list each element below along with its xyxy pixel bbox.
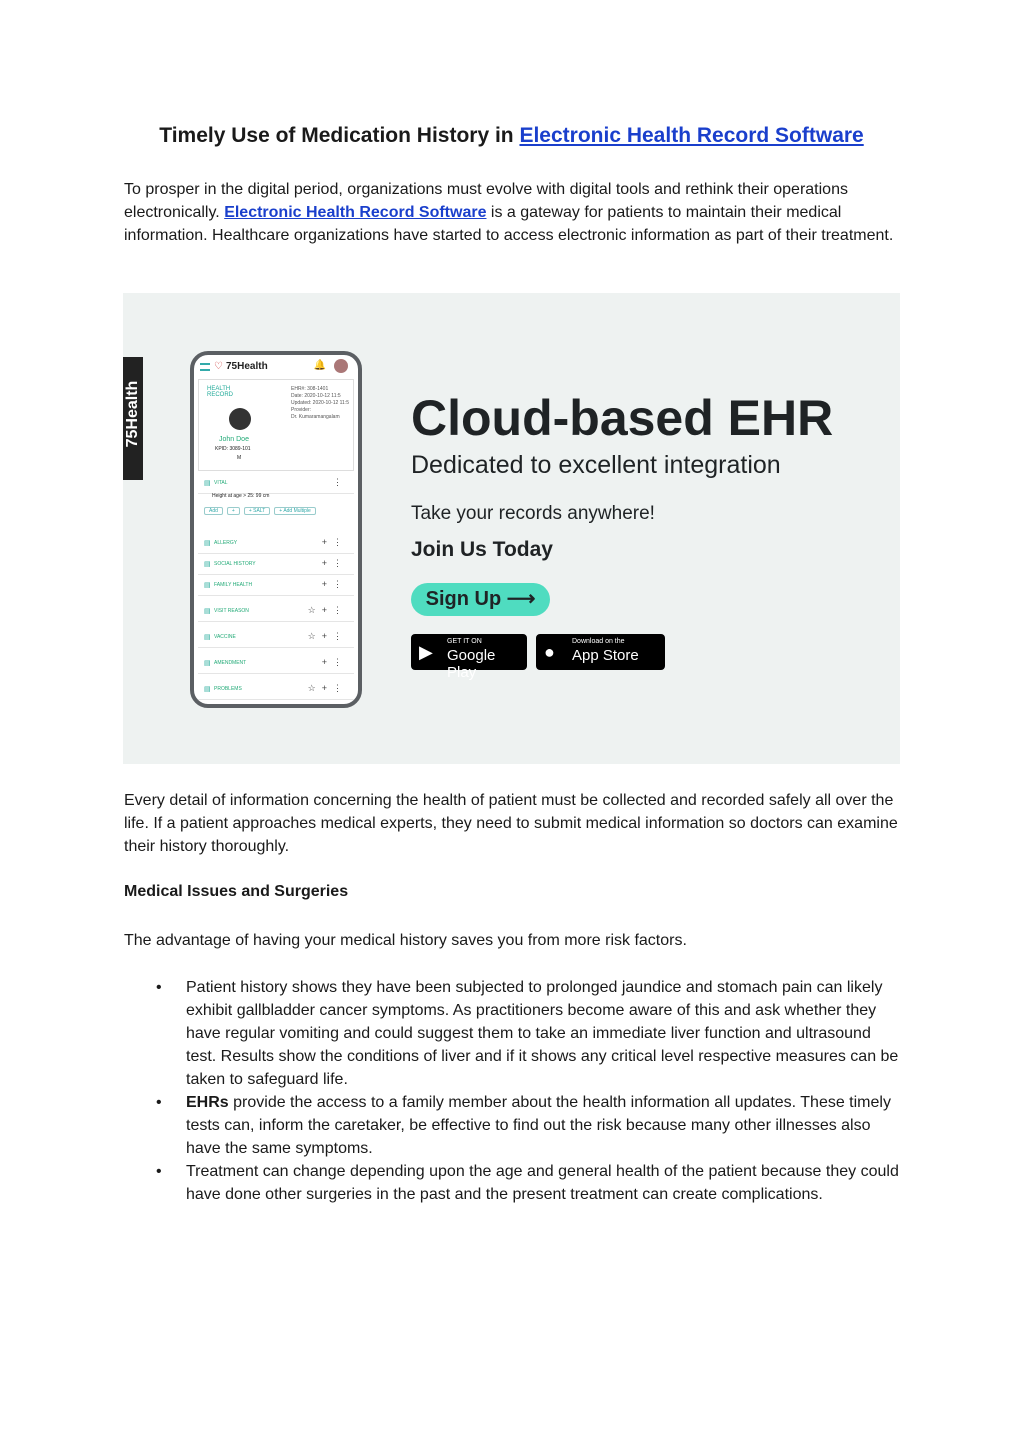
paragraph-advantage: The advantage of having your medical history saves you from more risk factors.: [124, 932, 687, 949]
phone-header: [200, 359, 352, 375]
patient-name: John Doe: [219, 436, 249, 443]
avatar: [334, 359, 348, 373]
info-line: Updated: 2020-10-12 11:5: [291, 400, 350, 406]
bell-icon: 🔔: [313, 360, 326, 371]
list-item: [124, 976, 902, 1091]
bullet-list: [124, 976, 902, 1206]
bullet-icon: •: [156, 1094, 162, 1111]
google-big-text: Google Play: [447, 647, 496, 681]
section-social-history[interactable]: [198, 554, 354, 575]
bullet-icon: •: [156, 1163, 162, 1180]
patient-kpid: KPID: 3089-101: [215, 446, 251, 452]
section-label: VACCINE: [214, 634, 236, 640]
section-amendment[interactable]: [198, 653, 354, 674]
section-visit-reason[interactable]: [198, 601, 354, 622]
section-icon: ▤: [204, 582, 211, 589]
list-item: [124, 1160, 902, 1206]
section-icon: ▤: [204, 634, 211, 641]
bullet-icon: •: [156, 979, 162, 996]
section-label: VITAL: [214, 480, 228, 486]
info-line: Dr. Kumaramangalam: [291, 414, 340, 420]
vital-height: Height at age > 25: 99 cm: [212, 493, 270, 499]
section-icon: ▤: [204, 540, 211, 547]
banner-subheadline: Dedicated to excellent integration: [411, 451, 781, 479]
section-actions[interactable]: ☆+⋮: [307, 631, 348, 641]
health-record-card: [198, 379, 354, 471]
bullet-text: Patient history shows they have been subjected to prolonged jaundice and stomach pain can likely exhibit gallbladder cancer symptoms. As practitioners become aware of this and ask whether they have regular vomiting and could suggest them to take an immediate liver function and ultrasound test. Results show the conditions of liver and if it shows any critical level respective measures can be taken to safeguard life.: [186, 979, 899, 1088]
section-actions[interactable]: ☆+⋮: [307, 605, 348, 615]
side-brand-strip: [123, 357, 143, 480]
banner-headline: Cloud-based EHR: [411, 390, 834, 446]
chip-add[interactable]: Add: [204, 507, 223, 515]
intro-text-1: To prosper in the digital period, organizations must evolve with digital tools and rethink their operations electronically.: [124, 181, 848, 221]
section-heading: Medical Issues and Surgeries: [124, 883, 349, 900]
section-family-health[interactable]: [198, 575, 354, 596]
intro-link[interactable]: Electronic Health Record Software: [224, 204, 487, 221]
section-label: AMENDMENT: [214, 660, 247, 666]
section-icon: ▤: [204, 608, 211, 615]
section-label: FAMILY HEALTH: [214, 582, 253, 588]
chip-plus[interactable]: +: [227, 507, 240, 515]
section-actions[interactable]: +⋮: [321, 558, 348, 568]
title-prefix: Timely Use of Medication History in: [159, 124, 520, 147]
section-actions[interactable]: +⋮: [321, 579, 348, 589]
phone-mockup: [190, 351, 362, 708]
google-small-text: GET IT ON: [447, 638, 482, 645]
title-link[interactable]: Electronic Health Record Software: [519, 124, 864, 147]
section-icon: ▤: [204, 561, 211, 568]
list-item: [124, 1091, 902, 1160]
side-brand-text: 75Health: [124, 380, 141, 448]
info-line: Provider:: [291, 407, 312, 413]
section-actions[interactable]: +⋮: [321, 537, 348, 547]
section-label: VISIT REASON: [214, 608, 249, 614]
apple-icon: ●: [544, 642, 555, 662]
vital-icon: ▤: [204, 480, 211, 487]
section-actions[interactable]: ⋮: [333, 477, 348, 487]
patient-photo: [229, 408, 251, 430]
menu-icon: [200, 363, 210, 371]
record-label: HEALTH RECORD: [207, 386, 234, 398]
promo-banner: [123, 293, 900, 764]
bullet-text: provide the access to a family member about the health information all updates. These timely tests can, inform the caretaker, be effective to find out the risk because many other illnesses also have the same symptoms.: [186, 1094, 891, 1157]
apple-big-text: App Store: [572, 647, 639, 664]
section-icon: ▤: [204, 660, 211, 667]
section-actions[interactable]: ☆+⋮: [307, 683, 348, 693]
phone-logo: 75Health: [226, 361, 268, 372]
section-icon: ▤: [204, 686, 211, 693]
record-info: [291, 386, 349, 421]
app-store-button[interactable]: [536, 634, 665, 670]
intro-text-2: is a gateway for patients to maintain their medical information. Healthcare organizations have started to access electronic information as part of their treatment.: [124, 204, 894, 244]
info-line: EHR#: 308-1401: [291, 386, 329, 392]
page-title: [0, 124, 1023, 148]
heart-logo-icon: ♡: [214, 361, 223, 372]
apple-small-text: Download on the: [572, 638, 625, 645]
vital-body: [198, 491, 354, 531]
banner-join: Join Us Today: [411, 538, 553, 561]
google-play-button[interactable]: [411, 634, 527, 681]
chip-add-multiple[interactable]: + Add Multiple: [274, 507, 316, 515]
section-label: SOCIAL HISTORY: [214, 561, 256, 567]
section-vaccine[interactable]: [198, 627, 354, 648]
section-label: PROBLEMS: [214, 686, 242, 692]
info-line: Date: 2020-10-12 11:5: [291, 393, 341, 399]
intro-paragraph: [124, 178, 902, 247]
chip-salt[interactable]: + SALT: [244, 507, 270, 515]
play-icon: ▶: [419, 642, 433, 662]
bullet-bold: EHRs: [186, 1094, 229, 1111]
section-label: ALLERGY: [214, 540, 238, 546]
banner-tagline: Take your records anywhere!: [411, 503, 655, 524]
section-actions[interactable]: +⋮: [321, 657, 348, 667]
paragraph-details: Every detail of information concerning the health of patient must be collected and recorded safely all over the life. If a patient approaches medical experts, they need to submit medical information so doctors can examine their history thoroughly.: [124, 792, 898, 855]
section-allergy[interactable]: [198, 533, 354, 554]
section-problems[interactable]: [198, 679, 354, 700]
patient-sex: M: [237, 455, 242, 461]
bullet-text: Treatment can change depending upon the age and general health of the patient because they could have done other surgeries in the past and the present treatment can create complications.: [186, 1163, 899, 1203]
signup-button[interactable]: Sign Up ⟶: [411, 583, 550, 616]
